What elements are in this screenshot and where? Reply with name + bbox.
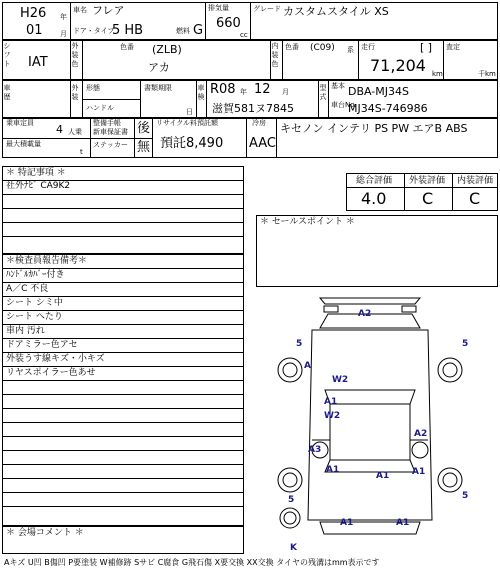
mark-a1-bottom-right: A1 [396,518,410,528]
divider [152,118,153,158]
inspection-line: 外装うす線キズ・小キズ [6,354,105,364]
divider [250,2,251,40]
row3-ext-label: 外装 [71,84,79,101]
max-load-unit: t [80,148,83,156]
report-rule-line [2,464,244,465]
mileage-value: 71,204 [370,56,426,75]
total-score-label: 総合評価 [356,176,393,186]
tire-rear-right-inner [443,473,457,487]
displacement-unit: cc [240,31,248,39]
rear-value: 後 [137,121,151,136]
inspection-report-panel [2,254,244,526]
car-damage-diagram [270,290,470,552]
int-score-label: 内装評価 [457,176,494,186]
ext-color-name: アカ [148,61,170,74]
report-rule-line [2,408,244,409]
report-rule-line [2,478,244,479]
report-rule-line [2,296,244,297]
report-rule-line [2,380,244,381]
mark-a2-top: A2 [358,309,372,319]
roof-outline [330,404,410,460]
report-rule-line [2,450,244,451]
model-label: 車名 [73,6,87,14]
special-notes-title: ＊ 特記事項 ＊ [6,168,66,178]
mark-a1-left-1: A1 [324,397,338,407]
tire-rear-left-inner [283,473,297,487]
month-unit: 月 [60,30,67,38]
type-label: 型式 [319,84,327,101]
sticker-label: ステッカー [93,141,128,149]
divider [206,80,207,118]
notes-rule-line [2,222,244,223]
mark-a2-right: A2 [414,429,428,439]
mileage-bracket: [ ] [420,41,433,54]
report-rule-line [2,338,244,339]
mark-a1-right: A1 [412,467,426,477]
ext-color-code: (ZLB) [152,43,182,56]
displacement-label: 排気量 [208,4,229,12]
grade-label: グレード [253,5,281,13]
grade-value: カスタムスタイル XS [283,5,389,18]
inspection-year: R08 [210,82,236,97]
ext-score-label: 外装評価 [409,176,446,186]
mark-w2-top: W2 [332,375,349,385]
report-rule-line [2,422,244,423]
recycle-value: 預託8,490 [160,136,224,151]
venue-comment-title: ＊ 会場コメント ＊ [6,528,84,538]
int-color-code: (C09) [310,43,335,53]
special-notes-line: 社外ﾅﾋﾞ CA9K2 [6,181,71,191]
ext-color-code-label: 色番 [120,43,134,51]
mark-a1-bottom-left: A1 [340,518,354,528]
sales-point-title: ＊ セールスポイント ＊ [260,217,355,227]
door-label: ドア・タイプ [73,27,115,35]
headlight-right [402,306,416,312]
fuel-label: 燃料 [176,27,190,35]
report-rule-line [2,366,244,367]
door-type: 5 HB [112,23,144,38]
divider [328,80,329,118]
notes-rule-line [2,236,244,237]
history-label: 車歴 [3,84,11,101]
assess-label: 査定 [446,43,460,51]
inspection-line: 車内 汚れ [6,326,45,336]
report-rule-line [2,324,244,325]
month-value: 01 [26,23,43,38]
mileage-unit: km [432,70,443,78]
displacement-value: 660 [216,16,241,31]
inspection-year-unit: 年 [240,88,247,96]
vehicle-type: DBA-MJ34S [348,85,409,98]
warranty-label-2: 新車保証書 [93,128,128,136]
inspection-line: リヤスポイラー色あせ [6,368,96,378]
report-rule-line [2,352,244,353]
divider [2,138,90,139]
capacity-label: 乗車定員 [6,119,34,127]
thousand-km: 千km [478,70,496,78]
max-load-label: 最大積載量 [6,140,41,148]
report-rule-line [2,492,244,493]
notes-rule-line [2,180,244,181]
inspection-line: A／C 不良 [6,284,49,294]
mileage-label: 走行 [361,43,375,51]
divider [276,118,277,158]
mark-5-front-left: 5 [296,339,303,349]
inspection-month-unit: 月 [282,88,289,96]
divider [346,187,498,188]
tire-rear-right [438,468,462,492]
none-value: 無 [137,140,151,155]
fuel-value: G [193,23,204,38]
divider [205,2,206,40]
divider [282,40,283,80]
damage-legend: Aキズ U凹 B傷凹 P要塗装 W補修跡 Sサビ C腐食 G飛石傷 X要交換 XX交換 タイヤの残溝はmm表示です [4,558,380,567]
chassis-number: MJ34S-746986 [348,102,428,115]
mark-a3: A3 [308,445,322,455]
divider [82,99,140,100]
shift-label: シフト [3,42,11,68]
mark-w2-left: W2 [324,411,341,421]
report-rule-line [2,436,244,437]
tire-front-left-inner [283,363,297,377]
report-rule-line [2,282,244,283]
tire-front-left [278,358,302,382]
int-color-sub: 系 [347,46,354,54]
divider [82,40,83,80]
mark-5-rear-left: 5 [288,495,295,505]
wheel-side-right-front [412,442,428,458]
tire-rear-left [278,468,302,492]
inspection-line: ドアミラー色アセ [6,340,78,350]
mark-k: K [290,543,297,553]
headlight-left [324,306,338,312]
year-unit: 年 [60,13,67,21]
model-value: フレア [92,4,125,17]
report-rule-line [2,506,244,507]
inspection-label: 車検 [197,84,205,101]
ac-value: AAC [249,136,276,151]
ext-score: C [422,189,434,208]
record-day: 日 [186,108,193,116]
divider [70,2,71,40]
divider [358,40,359,80]
divider [140,80,141,118]
windshield-outline [325,390,415,404]
ext-color-label: 外装色 [71,42,79,68]
chassis-label: 車台No. [331,101,357,109]
divider [404,173,405,211]
warranty-label: 整備手帳 [93,119,121,127]
mark-a1-mid: A1 [376,471,390,481]
front-bumper-outline [320,298,420,304]
notes-rule-line [2,208,244,209]
inspection-line: ﾊﾝﾄﾞﾙｶﾊﾞｰ付き [6,270,65,280]
report-rule-line [2,268,244,269]
year-value: H26 [20,6,47,21]
divider [246,118,247,158]
capacity-value: 4 [56,123,63,136]
shift-value: IAT [28,55,48,70]
record-label: 書類期限 [144,84,172,92]
tire-front-right-inner [443,363,457,377]
equipment-list: キセノン インテリ PS PW エアB ABS [280,122,468,135]
total-score: 4.0 [361,189,387,208]
mark-a-front-left: A [304,361,311,371]
divider [443,40,444,80]
shape-label: 形態 [86,84,100,92]
tire-spare-inner [284,512,296,524]
capacity-unit: 人乗 [68,128,82,136]
mark-5-front-right: 5 [462,339,469,349]
notes-rule-line [2,194,244,195]
inspection-report-title: ＊検査員報告備考＊ [6,256,88,266]
divider [452,173,453,211]
divider [90,138,152,139]
mark-5-rear-right: 5 [462,491,469,501]
basic-type-label: 基本 [331,82,345,90]
plate-number: 滋賀581ヌ7845 [212,102,294,115]
recycle-label: リサイクル料預託額 [156,119,219,127]
int-color-code-label: 色番 [285,43,299,51]
tire-spare [280,508,300,528]
report-rule-line [2,394,244,395]
report-rule-line [2,310,244,311]
tire-front-right [438,358,462,382]
inspection-line: シート へたり [6,312,63,322]
handle-label: ハンドル [86,104,114,112]
ac-label: 冷房 [252,119,266,127]
inspection-month: 12 [254,82,271,97]
mark-a1-left-2: A1 [326,465,340,475]
int-color-label: 内装色 [271,42,279,68]
int-score: C [469,189,481,208]
body-outline [308,330,432,520]
inspection-line: シート シミ中 [6,298,63,308]
